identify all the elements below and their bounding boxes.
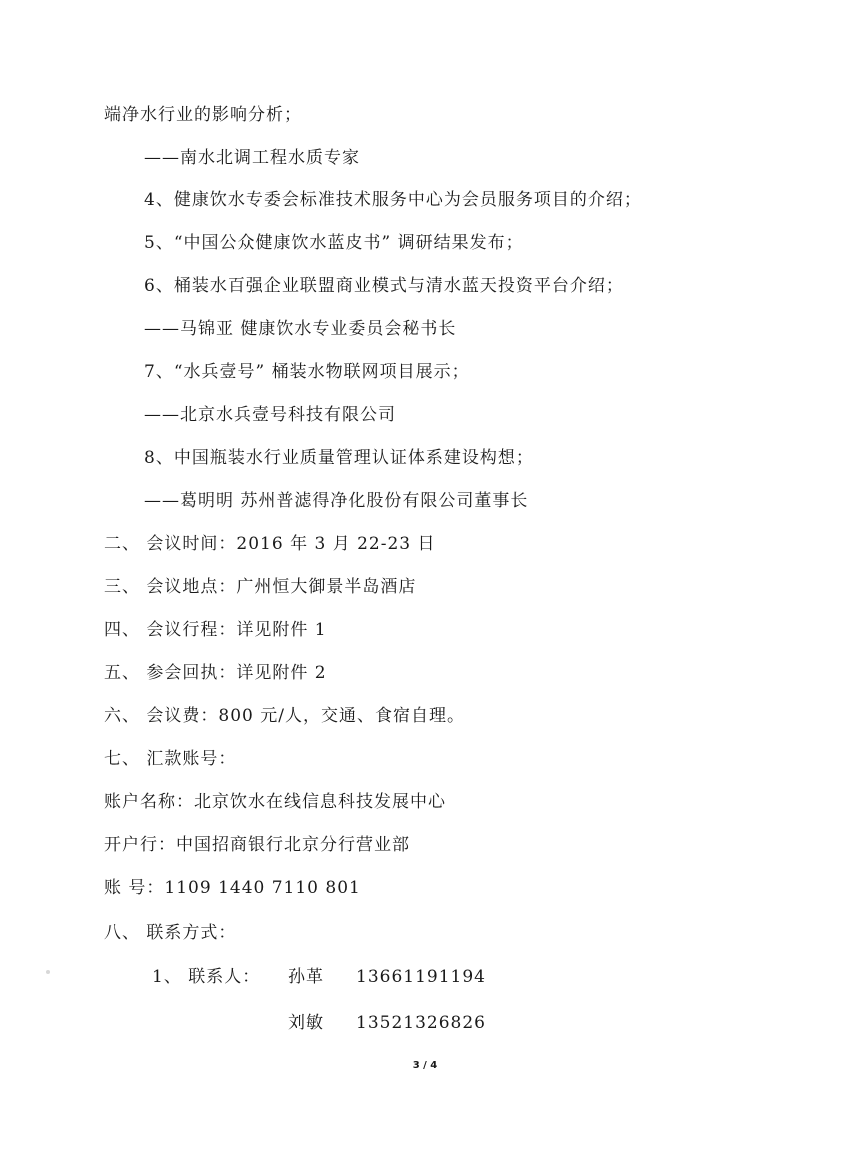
speaker-line: ——葛明明 苏州普滤得净化股份有限公司董事长 [144,491,529,511]
contact-name: 刘敏 [288,1013,324,1033]
text-line: 端净水行业的影响分析； [104,105,302,125]
page-number: 3 / 4 [412,1060,438,1071]
agenda-item-5: 5、“中国公众健康饮水蓝皮书” 调研结果发布； [144,233,524,253]
agenda-item-6: 6、桶装水百强企业联盟商业模式与清水蓝天投资平台介绍； [144,276,624,296]
section-remittance: 七、 汇款账号： [104,749,237,769]
account-name: 账户名称：北京饮水在线信息科技发展中心 [104,792,446,812]
section-meeting-fee: 六、 会议费：800 元/人，交通、食宿自理。 [104,706,465,726]
account-number: 账 号：1109 1440 7110 801 [104,878,361,898]
contact-name: 孙革 [288,967,324,987]
speaker-line: ——北京水兵壹号科技有限公司 [144,405,396,425]
contact-phone: 13661191194 [356,967,486,987]
section-contact: 八、 联系方式： [104,923,237,943]
account-bank: 开户行：中国招商银行北京分行营业部 [104,835,410,855]
contact-label: 1、 联系人： [152,967,261,987]
section-reply-form: 五、 参会回执：详见附件 2 [104,663,327,683]
speaker-line: ——南水北调工程水质专家 [144,148,360,168]
contact-phone: 13521326826 [356,1013,486,1033]
section-meeting-venue: 三、 会议地点：广州恒大御景半岛酒店 [104,577,417,597]
speaker-line: ——马锦亚 健康饮水专业委员会秘书长 [144,319,457,339]
scan-speck [46,970,50,974]
section-meeting-schedule: 四、 会议行程：详见附件 1 [104,620,327,640]
agenda-item-4: 4、健康饮水专委会标准技术服务中心为会员服务项目的介绍； [144,190,642,210]
agenda-item-7: 7、“水兵壹号” 桶装水物联网项目展示； [144,362,470,382]
section-meeting-time: 二、 会议时间：2016 年 3 月 22-23 日 [104,534,436,554]
agenda-item-8: 8、中国瓶装水行业质量管理认证体系建设构想； [144,448,534,468]
